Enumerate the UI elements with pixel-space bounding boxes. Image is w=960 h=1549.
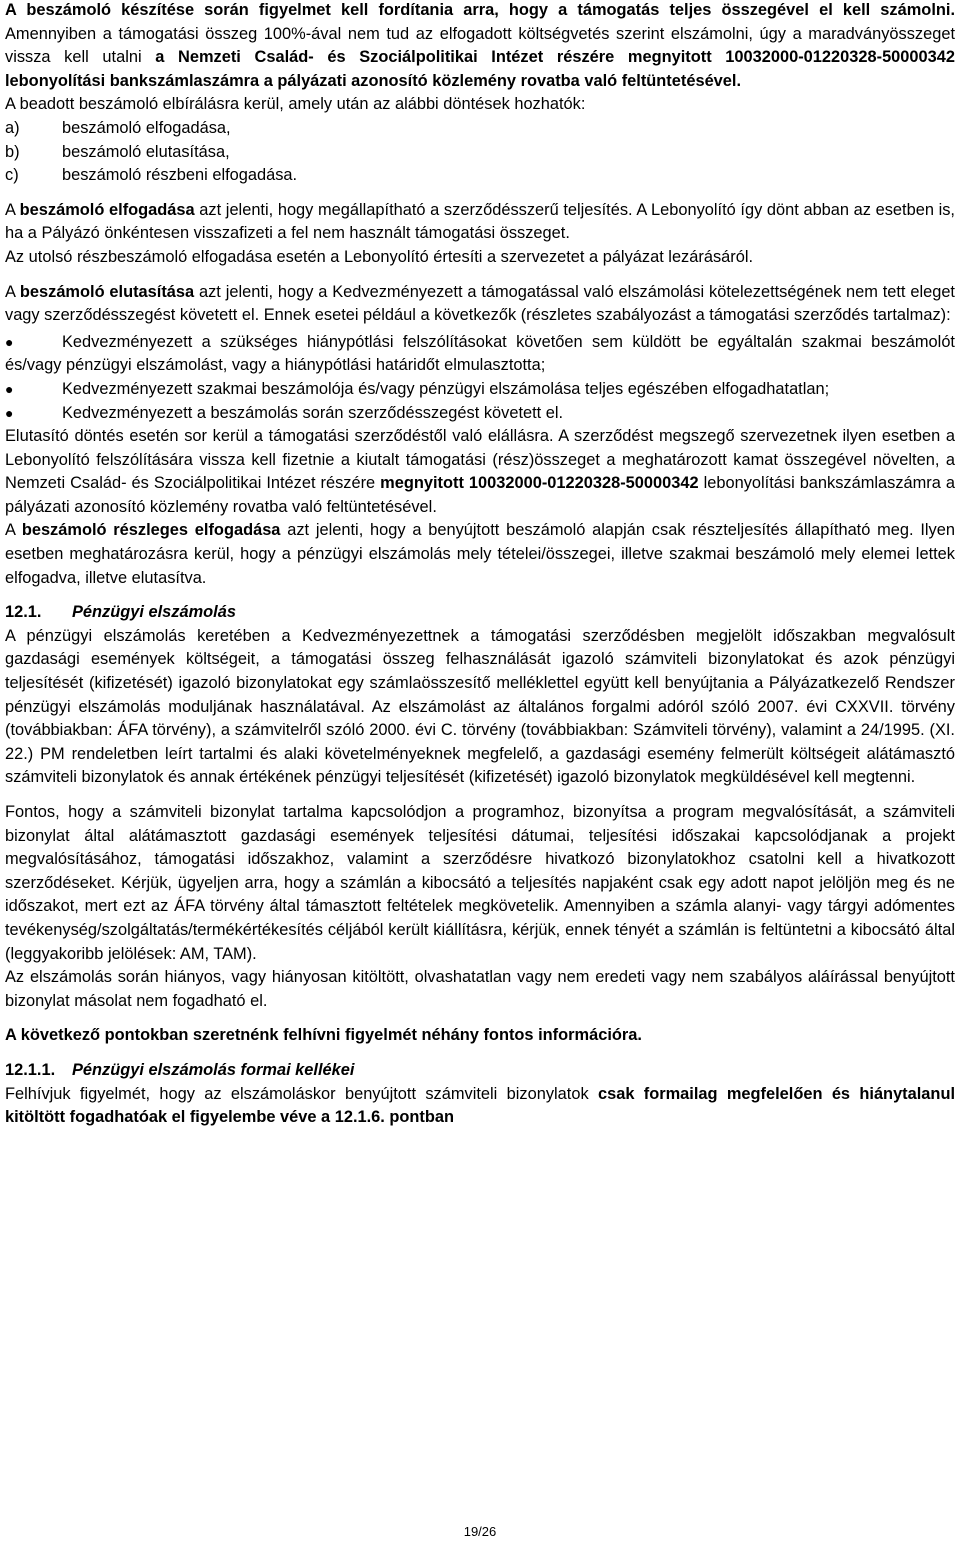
rejection-cases-list xyxy=(5,331,955,425)
text-run: A xyxy=(5,521,22,540)
bullet-text: Kedvezményezett szakmai beszámolója és/vagy pénzügyi elszámolása teljes egészében elfogadhatatlan; xyxy=(62,379,830,398)
bullet-item xyxy=(5,402,955,426)
list-item-text: beszámoló részbeni elfogadása. xyxy=(62,166,298,185)
list-item xyxy=(5,164,955,188)
bullet-item xyxy=(5,331,955,378)
text-run: A xyxy=(5,282,20,301)
list-item-label: b) xyxy=(5,142,20,161)
settlement-emphasis: A beszámoló készítése során figyelmet kell fordítania arra, hogy a támogatás teljes összegével el kell számolni. xyxy=(5,1,955,19)
bullet-item xyxy=(5,378,955,402)
partial-acceptance-term: beszámoló részleges elfogadása xyxy=(21,521,281,540)
paragraph-decisions-intro: A beadott beszámoló elbírálásra kerül, amely után az alábbi döntések hozhatók: xyxy=(5,95,586,114)
section-number: 12.1. xyxy=(5,603,42,622)
paragraph-attention xyxy=(5,1024,955,1048)
decision-list xyxy=(5,117,955,188)
paragraph-partial-acceptance xyxy=(5,519,955,590)
bullet-icon: ● xyxy=(5,333,14,350)
section-title: Pénzügyi elszámolás formai kellékei xyxy=(72,1060,355,1079)
text-run: azt jelenti, hogy megállapítható a szerződésszerű teljesítés. A Lebonyolító így dönt abban az esetben is, ha a Pályázó önkéntesen visszafizeti a fel nem használt támogatási összeget. xyxy=(5,200,955,243)
bullet-icon: ● xyxy=(5,404,14,421)
paragraph-invalid-documents: Az elszámolás során hiányos, vagy hiányosan kitöltött, olvashatatlan vagy nem eredeti vagy nem szabályos aláírással benyújtott bizonylat másolat nem fogadható el. xyxy=(5,968,955,1010)
list-item-label: a) xyxy=(5,118,20,137)
text-run: Felhívjuk figyelmét, hogy az elszámoláskor benyújtott számviteli bizonylatok xyxy=(5,1084,598,1103)
paragraph-settlement-intro xyxy=(5,0,955,93)
list-item xyxy=(5,141,955,165)
paragraph-acceptance xyxy=(5,199,955,246)
bullet-icon: ● xyxy=(5,380,14,397)
attention-text: A következő pontokban szeretnénk felhívni figyelmét néhány fontos információra. xyxy=(5,1026,642,1045)
bank-account-emphasis: a Nemzeti Család- és Szociálpolitikai Intézet részére megnyitott 10032000-01220328-50000342 lebonyolítási bankszámlaszámra a pályázati azonosító közlemény rovatba való feltüntetésével. xyxy=(5,48,955,90)
list-item xyxy=(5,117,955,141)
text-run: azt jelenti, hogy a benyújtott beszámoló alapján csak részteljesítés állapítható meg. Ilyen esetben meghatározásra kerül, hogy a pénzügyi elszámolás mely tételei/összegei, illetve szakmai beszámoló mely elemei lettek elfogadva, illetve elutasítva. xyxy=(5,521,955,587)
text-run: lebonyolítási bankszámlaszámra a pályázati azonosító közlemény rovatba való feltüntetésével. xyxy=(5,474,955,516)
bullet-text: Kedvezményezett a szükséges hiánypótlási felszólításokat követően sem küldött be egyáltalán szakmai beszámolót és/vagy pénzügyi elszámolást, vagy a hiánypótlási határidőt elmulasztotta; xyxy=(5,332,955,375)
settlement-text: Amennyiben a támogatási összeg 100%-ával nem tud az elfogadott költségvetés szerint elszámolni, úgy a maradványösszeget vissza kell utalni xyxy=(5,24,955,67)
paragraph-rejection xyxy=(5,281,955,328)
paragraph-financial-settlement: A pénzügyi elszámolás keretében a Kedvezményezettnek a támogatási szerződésben megjelölt időszakban megvalósult gazdasági események költségeit, a támogatási összeg felhasználását igazoló számviteli bizonylatokat és azok pénzügyi teljesítését (kifizetését) igazoló bizonylatokat egy számlaösszesítő melléklettel együtt kell benyújtania a Pályázatkezelő Rendszer pénzügyi elszámolás moduljának használatával. Az elszámolást az általános forgalmi adóról szóló 2007. évi CXXVII. törvény (továbbiakban: ÁFA törvény), a számvitelről szóló 2000. évi C. törvény (továbbiakban: Számviteli törvény), valamint a 24/1995. (XI. 22.) PM rendeletben leírt tartalmi és alaki követelményeknek megfelelő, a gazdasági esemény felmerült költségeit alátámasztó számviteli bizonylatok és annak értékének pénzügyi teljesítését (kifizetését) igazoló bizonylatok megküldésével kell megtenni. xyxy=(5,626,955,787)
section-title: Pénzügyi elszámolás xyxy=(72,603,236,622)
list-item-text: beszámoló elutasítása, xyxy=(62,142,230,161)
acceptance-term: beszámoló elfogadása xyxy=(19,200,195,219)
paragraph-important-note: Fontos, hogy a számviteli bizonylat tartalma kapcsolódjon a programhoz, bizonyítsa a program megvalósítását, a számviteli bizonylat által alátámasztott gazdasági események teljesítési dátumai, teljesítési időszakai kapcsolódjanak a projekt megvalósításához, támogatási időszakhoz, valamint a szerződésre hivatkozó bizonylatokhoz csatolni kell a hivatkozott szerződéseket. Kérjük, ügyeljen arra, hogy a számlán a kibocsátó a teljesítés napjaként csak egy adott napot jelöljön meg és ne időszakot, mert ezt az ÁFA törvény által támasztott feltételek megkövetelik. Amennyiben a számla alanyi- vagy tárgyi adómentes tevékenység/szolgáltatás/termékértékesítés céljából került kiállításra, kérjük, ennek tényét a számlán is feltüntetni a kibocsátó által (leggyakoribb jelölések: AM, TAM). xyxy=(5,803,955,963)
rejection-term: beszámoló elutasítása xyxy=(19,282,195,301)
section-number: 12.1.1. xyxy=(5,1060,56,1079)
paragraph-formal-requirements xyxy=(5,1083,955,1130)
bullet-text: Kedvezményezett a beszámolás során szerződésszegést követett el. xyxy=(62,403,564,422)
page-number: 19/26 xyxy=(463,1524,497,1539)
section-heading-12-1-1 xyxy=(5,1059,955,1083)
bank-account-emphasis: megnyitott 10032000-01220328-50000342 xyxy=(380,474,699,493)
text-run: A xyxy=(5,200,20,219)
text-run: azt jelenti, hogy a Kedvezményezett a támogatással való elszámolási kötelezettségének nem tett eleget vagy szerződésszegést követett el. Ennek esetei például a következők (részletes szabályozást a támogatási szerződés tartalmaz): xyxy=(5,282,955,325)
formal-requirements-emphasis: csak formailag megfelelően és hiánytalanul kitöltött fogadhatóak el figyelembe véve a 12.1.6. pontban xyxy=(5,1084,956,1127)
list-item-label: c) xyxy=(5,166,19,185)
paragraph-rejection-consequence xyxy=(5,425,955,519)
text-run: Elutasító döntés esetén sor kerül a támogatási szerződéstől való elállásra. A szerződést megszegő szervezetnek ilyen esetben a Lebonyolító felszólítására vissza kell fizetnie a kiutalt támogatási (rész)összeget a meghatározott kamat összegével növelten, a Nemzeti Család- és Szociálpolitikai Intézet részére xyxy=(5,427,955,493)
list-item-text: beszámoló elfogadása, xyxy=(62,118,231,137)
section-heading-12-1 xyxy=(5,601,955,625)
document-body xyxy=(5,0,955,1130)
paragraph-final-report: Az utolsó részbeszámoló elfogadása esetén a Lebonyolító értesíti a szervezetet a pályázat lezárásáról. xyxy=(5,247,754,266)
